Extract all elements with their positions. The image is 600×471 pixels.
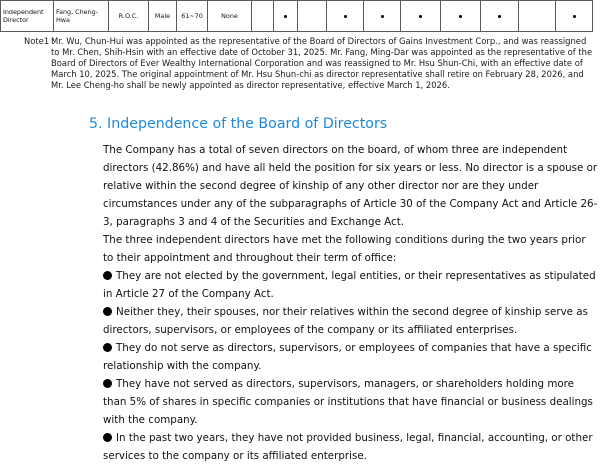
criteria-cell	[556, 1, 593, 32]
criteria-cell	[327, 1, 364, 32]
bullet-icon	[103, 433, 112, 442]
cell-age: 61~70	[177, 1, 208, 32]
cell-gender: Male	[149, 1, 177, 32]
cell-title: Independent Director	[1, 1, 54, 32]
criteria-cell	[298, 1, 327, 32]
section-body	[103, 141, 598, 465]
checkmark-dot-icon	[419, 15, 422, 18]
bullet-icon	[103, 271, 112, 280]
criteria-cell	[274, 1, 298, 32]
bullet-item: They have not served as directors, supervisors, managers, or shareholders holding more than 5% of shares in specific companies or institutions that have financial or business dealings with the company.	[103, 378, 593, 426]
criteria-cell	[364, 1, 401, 32]
directors-table	[0, 0, 593, 32]
criteria-cell	[519, 1, 556, 32]
bullet-item: Neither they, their spouses, nor their relatives within the second degree of kinship serve as directors, supervisors, or employees of the company or its affiliated enterprises.	[103, 306, 588, 336]
cell-nationality: R.O.C.	[109, 1, 149, 32]
bullet-icon	[103, 307, 112, 316]
checkmark-dot-icon	[381, 15, 384, 18]
criteria-cell	[441, 1, 481, 32]
bullet-item: They do not serve as directors, supervisors, or employees of companies that have a specific relationship with the company.	[103, 342, 592, 372]
bullet-icon	[103, 379, 112, 388]
checkmark-dot-icon	[498, 15, 501, 18]
checkmark-dot-icon	[573, 15, 576, 18]
note-text: Mr. Wu, Chun-Hui was appointed as the representative of the Board of Directors of Gains Investment Corp., and was reassigned to Mr. Chen, Shih-Hsin with an effective date of October 31, 2025. Mr. Fang, Ming-Dar was appointed as the representative of the Board of Directors of Ever Wealthy International Corporation and was reassigned to Mr. Hsu Shun-Chi, with an effective date of March 10, 2025. The original appointment of Mr. Hsu Shun-chi as director representative shall retire on February 28, 2026, and Mr. Lee Cheng-ho shall be newly appointed as director representative, effective March 1, 2026.	[51, 36, 593, 90]
section-heading: 5. Independence of the Board of Directors	[89, 116, 388, 132]
criteria-cell	[252, 1, 274, 32]
note-1	[24, 36, 594, 91]
checkmark-dot-icon	[344, 15, 347, 18]
criteria-cell	[481, 1, 519, 32]
bullet-item: In the past two years, they have not provided business, legal, financial, accounting, or other services to the company or its affiliated enterprise.	[103, 432, 593, 462]
paragraph-1: The Company has a total of seven directors on the board, of whom three are independent directors (42.86%) and have all held the position for six years or less. No director is a spouse or relative within the second degree of kinship of any other director nor are they under circumstances under any of the subparagraphs of Article 30 of the Company Act and Article 26-3, paragraphs 3 and 4 of the Securities and Exchange Act.	[103, 144, 598, 228]
checkmark-dot-icon	[284, 15, 287, 18]
bullet-icon	[103, 343, 112, 352]
cell-shares: None	[208, 1, 252, 32]
table-row	[1, 1, 593, 32]
checkmark-dot-icon	[459, 15, 462, 18]
paragraph-2: The three independent directors have met the following conditions during the two years prior to their appointment and throughout their term of office:	[103, 234, 586, 264]
criteria-cell	[401, 1, 441, 32]
bullet-item: They are not elected by the government, legal entities, or their representatives as stipulated in Article 27 of the Company Act.	[103, 270, 596, 300]
note-label: Note1 :	[24, 36, 55, 46]
cell-name: Fang, Cheng-Hwa	[54, 1, 109, 32]
